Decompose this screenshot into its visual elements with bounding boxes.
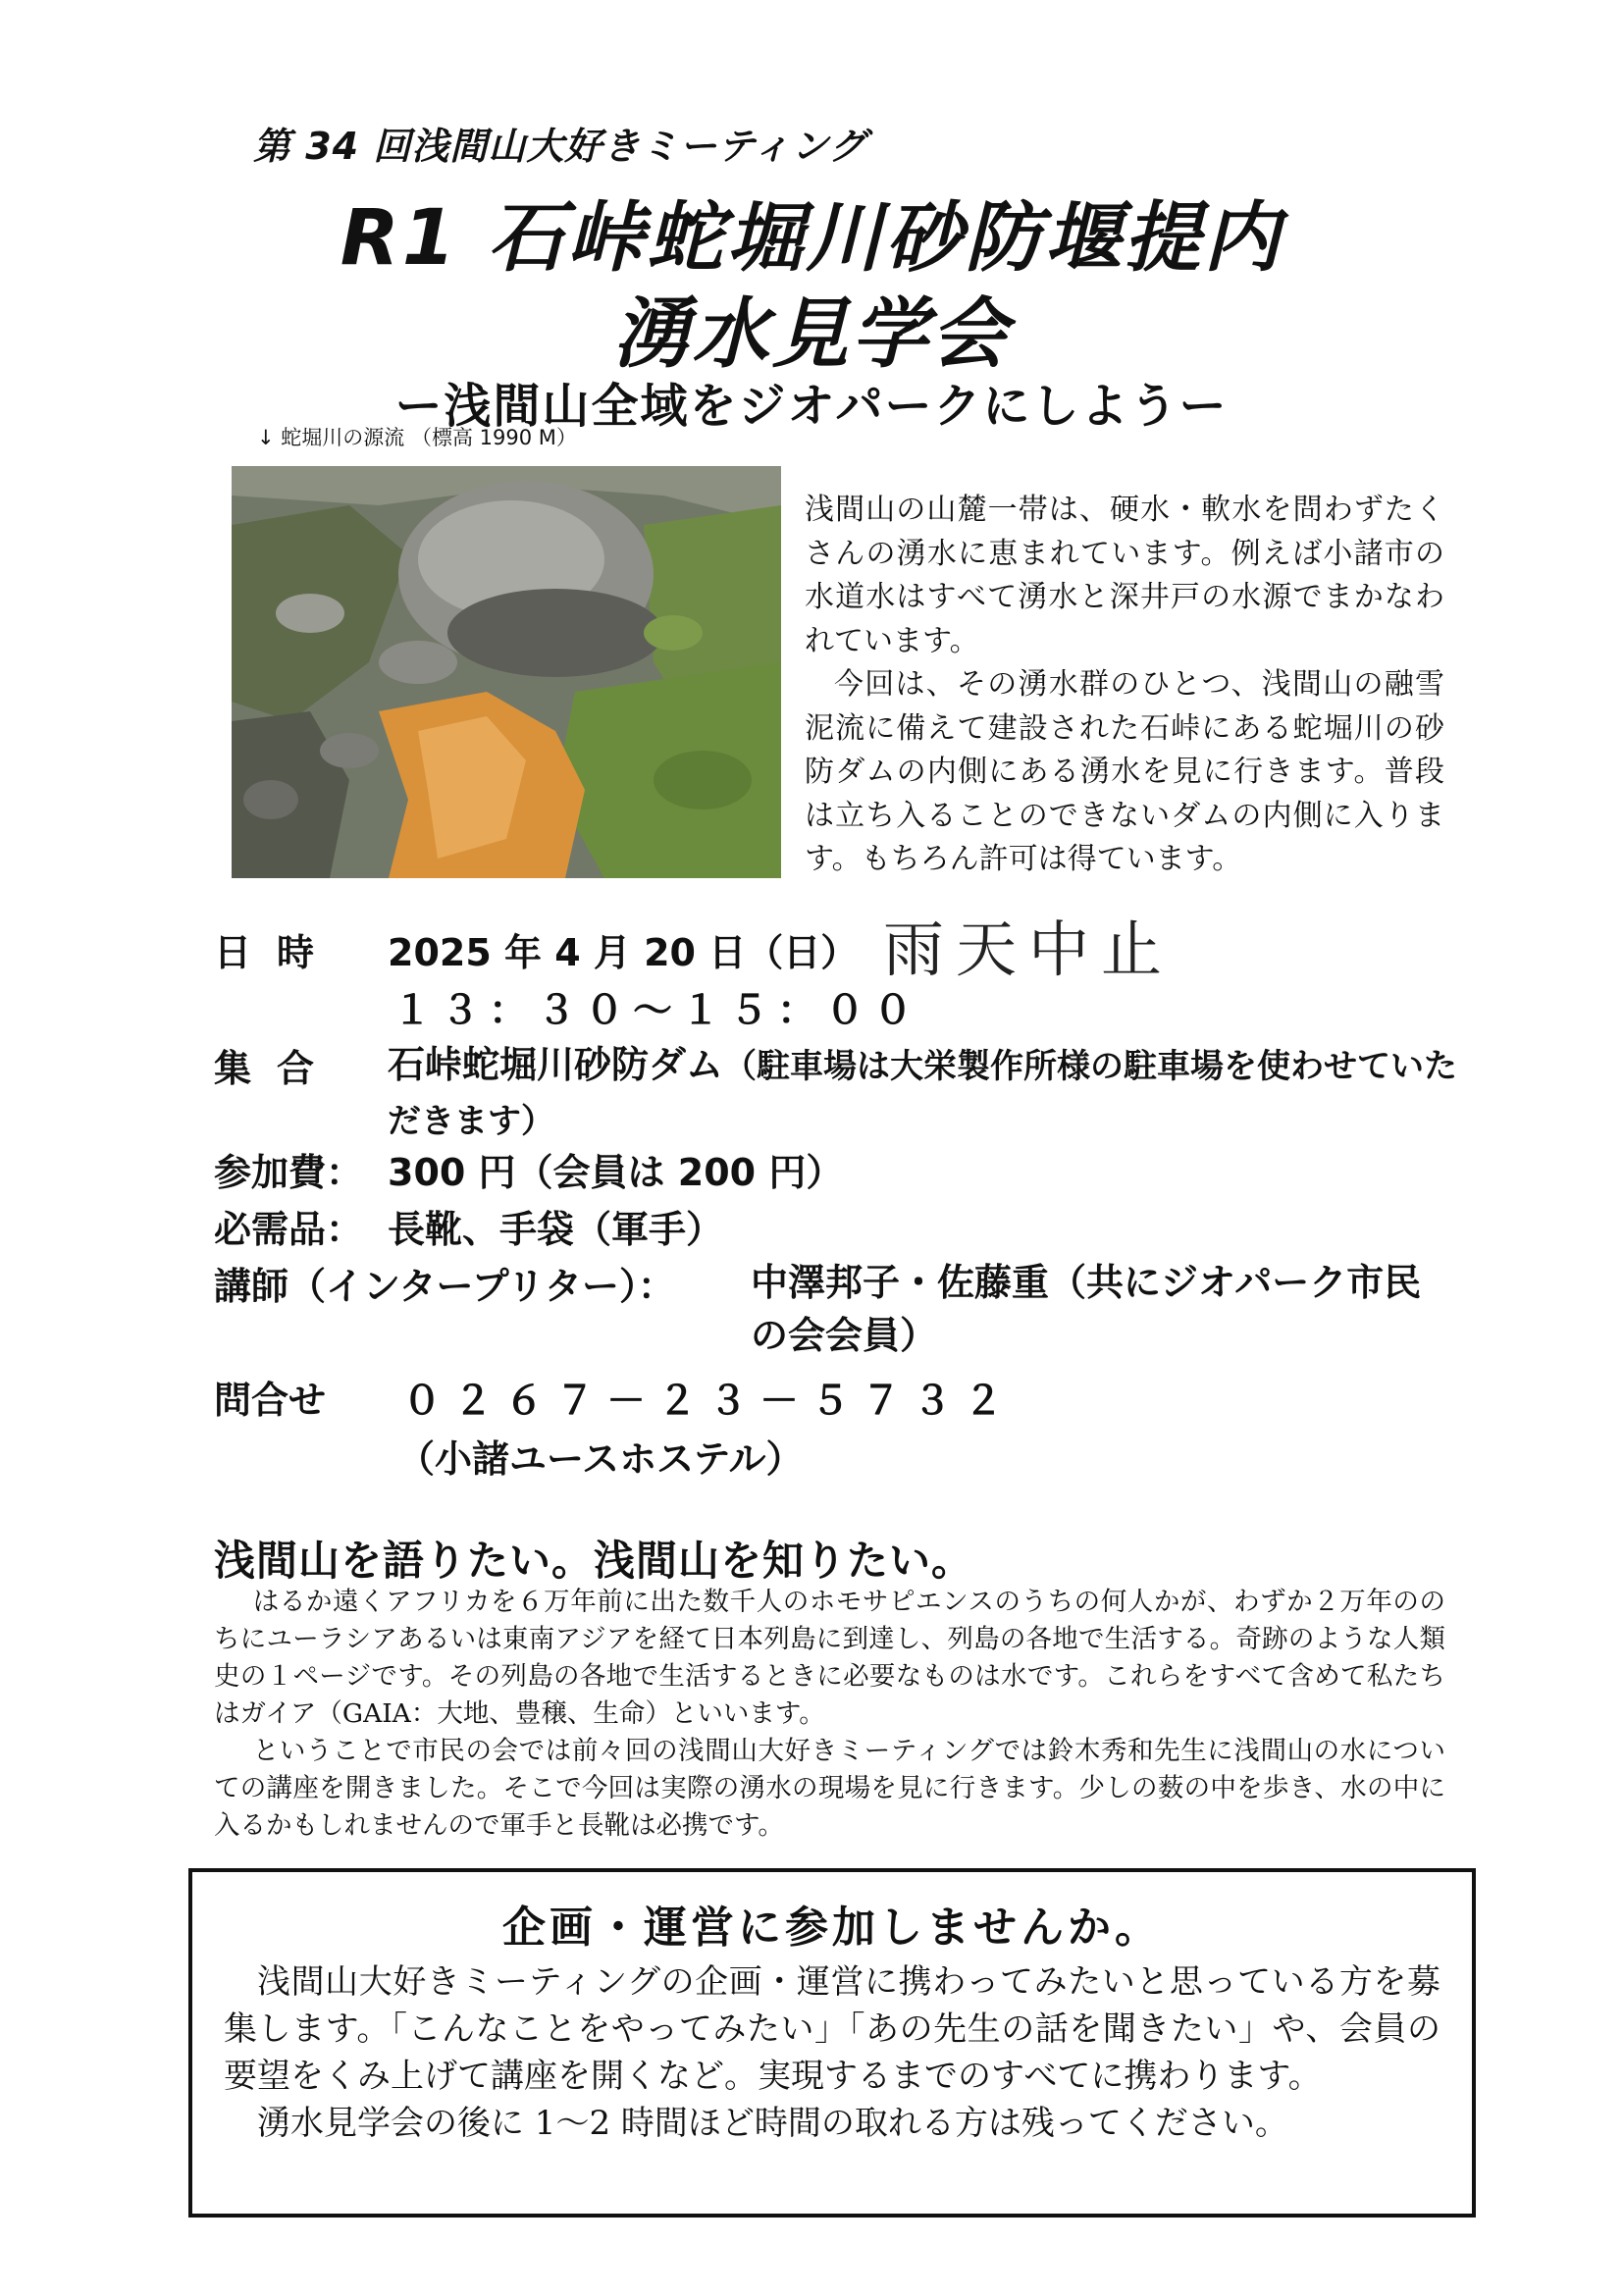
intro-paragraph-1: 浅間山の山麓一帯は、硬水・軟水を問わずたくさんの湧水に恵まれています。例えば小諸市の水道水はすべて湧水と深井戸の水源でまかなわれています。 — [805, 493, 1444, 658]
event-series: 第 34 回浅間山大好きミーティング — [253, 125, 867, 168]
required-items-value: 長靴、手袋（軍手） — [388, 1208, 724, 1251]
intro-paragraph-2: 今回は、その湧水群のひとつ、浅間山の融雪泥流に備えて建設された石峠にある蛇堀川の砂防ダムの内側にある湧水を見に行きます。普段は立ち入ることのできないダムの内側に入ります。もちろん許可は得ています。 — [805, 667, 1444, 876]
parking-note: （駐車場は大栄製作所様の駐車場を使わせていただきます） — [388, 1047, 1458, 1141]
contact-label: 問合せ — [214, 1379, 327, 1422]
required-items-label: 必需品： — [214, 1208, 364, 1251]
contact-organization: （小諸ユースホステル） — [397, 1437, 804, 1481]
title-line-1: R1 石峠蛇堀川砂防堰提内 — [340, 194, 1283, 283]
section-paragraph-1: はるか遠くアフリカを６万年前に出た数千人のホモサピエンスのうちの何人かが、わずか２万年ののちにユーラシアあるいは東南アジアを経て日本列島に到達し、列島の各地で生活する。奇跡のような人類史の１ページです。その列島の各地で生活するときに必要なものは水です。これらをすべて含めて私たちはガイア（GAIA：大地、豊穣、生命）といいます。 — [214, 1587, 1445, 1729]
time-value: １３：３０〜１５：００ — [393, 988, 921, 1033]
section-heading: 浅間山を語りたい。浅間山を知りたい。 — [214, 1537, 974, 1585]
spring-photo — [232, 466, 781, 878]
photo-caption: ↓ 蛇堀川の源流 （標高 1990 M） — [257, 426, 577, 449]
intro-text — [805, 489, 1444, 882]
date-value: 2025 年 4 月 20 日（日） — [388, 931, 859, 974]
fee-value: 300 円（会員は 200 円） — [388, 1151, 844, 1194]
contact-phone: ０２６７－２３－５７３２ — [402, 1379, 1015, 1424]
recruitment-box — [188, 1868, 1476, 2218]
recruitment-heading: 企画・運営に参加しませんか。 — [502, 1903, 1162, 1953]
instructor-value: 中澤邦子・佐藤重（共にジオパーク市民の会会員） — [751, 1261, 1422, 1357]
subtitle: ー浅間山全域をジオパークにしようー — [394, 379, 1229, 434]
meeting-place-name: 石峠蛇堀川砂防ダム — [388, 1043, 724, 1086]
title-line-2: 湧水見学会 — [612, 290, 1011, 379]
rain-cancel-handwritten-note: 雨天中止 — [883, 913, 1175, 985]
date-label: 日時 — [214, 931, 340, 974]
section-paragraph-2: ということで市民の会では前々回の浅間山大好きミーティングでは鈴木秀和先生に浅間山の水についての講座を開きました。そこで今回は実際の湧水の現場を見に行きます。少しの薮の中を歩き、水の中に入るかもしれませんので軍手と長靴は必携です。 — [214, 1736, 1445, 1841]
fee-label: 参加費： — [214, 1151, 364, 1194]
recruitment-paragraph-2: 湧水見学会の後に 1〜2 時間ほど時間の取れる方は残ってください。 — [257, 2104, 1288, 2143]
spring-photo-illustration — [232, 466, 781, 878]
meeting-place-value — [388, 1038, 1457, 1148]
recruitment-body — [224, 1958, 1440, 2147]
meeting-place-label: 集合 — [214, 1047, 340, 1090]
instructor-label: 講師（インタープリター）： — [214, 1265, 676, 1308]
recruitment-paragraph-1: 浅間山大好きミーティングの企画・運営に携わってみたいと思っている方を募集します。「こんなことをやってみたい」「あの先生の話を聞きたい」や、会員の要望をくみ上げて講座を開くなど。実現するまでのすべてに携わります。 — [224, 1962, 1440, 2096]
section-body — [214, 1584, 1445, 1845]
